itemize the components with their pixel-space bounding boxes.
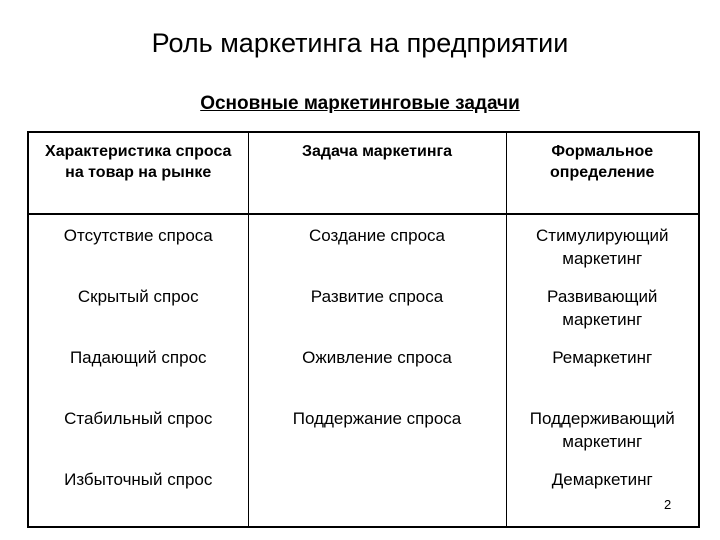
table-row bbox=[28, 337, 699, 398]
cell-demand: Скрытый спрос bbox=[28, 276, 248, 337]
marketing-tasks-table bbox=[27, 131, 700, 528]
table-header-row bbox=[28, 132, 699, 214]
table-subtitle-text: Основные маркетинговые задачи bbox=[200, 93, 520, 114]
cell-demand: Стабильный спрос bbox=[28, 398, 248, 459]
header-marketing-task: Задача маркетинга bbox=[248, 132, 506, 214]
header-demand-characteristic: Характеристика спроса на товар на рынке bbox=[28, 132, 248, 214]
cell-task: Поддержание спроса bbox=[248, 398, 506, 459]
cell-definition: Стимулирующий маркетинг bbox=[506, 214, 699, 276]
cell-demand: Избыточный спрос bbox=[28, 459, 248, 527]
cell-task: Развитие спроса bbox=[248, 276, 506, 337]
cell-definition: Ремаркетинг bbox=[506, 337, 699, 398]
slide-title: Роль маркетинга на предприятии bbox=[151, 28, 569, 58]
table-row bbox=[28, 214, 699, 276]
cell-task: Оживление спроса bbox=[248, 337, 506, 398]
table-row bbox=[28, 459, 699, 527]
cell-definition: Демаркетинг bbox=[506, 459, 699, 527]
cell-task: Создание спроса bbox=[248, 214, 506, 276]
cell-demand: Падающий спрос bbox=[28, 337, 248, 398]
table-subtitle bbox=[0, 93, 720, 115]
cell-demand: Отсутствие спроса bbox=[28, 214, 248, 276]
table-row bbox=[28, 398, 699, 459]
page-number: 2 bbox=[664, 497, 672, 512]
table-row bbox=[28, 276, 699, 337]
cell-task bbox=[248, 459, 506, 527]
cell-definition: Развивающий маркетинг bbox=[506, 276, 699, 337]
header-formal-definition: Формальное определение bbox=[506, 132, 699, 214]
cell-definition: Поддерживающий маркетинг bbox=[506, 398, 699, 459]
